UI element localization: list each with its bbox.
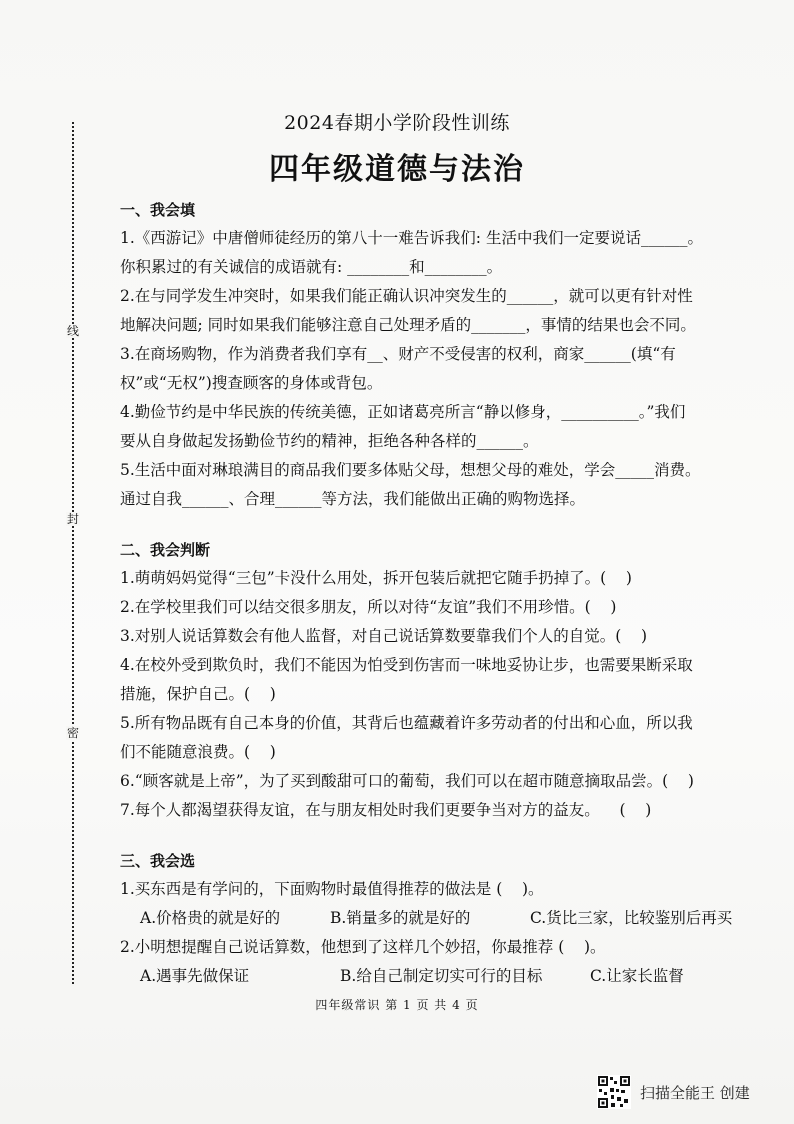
judge-line: 们不能随意浪费。( ) xyxy=(120,743,276,761)
binding-mark-secret: 密 xyxy=(66,726,79,740)
fill-line: 2.在与同学发生冲突时，如果我们能正确认识冲突发生的______，就可以更有针对性 xyxy=(120,287,693,305)
scanner-watermark: 扫描全能王 创建 xyxy=(640,1084,750,1102)
exam-subtitle: 2024春期小学阶段性训练 xyxy=(284,112,510,134)
choice-options-1 xyxy=(120,904,760,933)
option-b: B.销量多的就是好的 xyxy=(330,909,471,927)
judge-line: 2.在学校里我们可以结交很多朋友，所以对待“友谊”我们不用珍惜。( ) xyxy=(120,598,617,616)
fill-line: 通过自我______、合理______等方法，我们能做出正确的购物选择。 xyxy=(120,490,586,508)
fill-line: 要从自身做起发扬勤俭节约的精神，拒绝各种各样的______。 xyxy=(120,432,539,450)
binding-dotted-line xyxy=(72,122,74,984)
fill-line: 5.生活中面对琳琅满目的商品我们要多体贴父母，想想父母的难处，学会_____消费。 xyxy=(120,461,701,479)
choice-options-2 xyxy=(120,962,760,991)
fill-line: 1.《西游记》中唐僧师徒经历的第八十一难告诉我们: 生活中我们一定要说话______。 xyxy=(120,229,703,247)
qr-code-icon xyxy=(597,1075,631,1109)
section-fill-heading: 一、我会填 xyxy=(120,201,196,219)
option-b: B.给自己制定切实可行的目标 xyxy=(340,967,543,985)
judge-line: 1.萌萌妈妈觉得“三包”卡没什么用处，拆开包装后就把它随手扔掉了。( ) xyxy=(120,569,632,587)
section-spacer xyxy=(120,825,760,847)
section-judge-heading: 二、我会判断 xyxy=(120,541,211,559)
fill-line: 地解决问题; 同时如果我们能够注意自己处理矛盾的_______，事情的结果也会不同。 xyxy=(120,316,696,334)
judge-line: 措施，保护自己。( ) xyxy=(120,685,276,703)
binding-mark-seal: 封 xyxy=(66,512,79,526)
exam-content xyxy=(120,196,760,991)
exam-title: 四年级道德与法治 xyxy=(269,152,525,187)
fill-line: 权”或“无权”)搜查顾客的身体或背包。 xyxy=(120,374,383,392)
choice-question-2: 2.小明想提醒自己说话算数，他想到了这样几个妙招，你最推荐 ( )。 xyxy=(120,938,606,956)
fill-line: 4.勤俭节约是中华民族的传统美德，正如诸葛亮所言“静以修身，__________。”我们 xyxy=(120,403,686,421)
section-choice-heading: 三、我会选 xyxy=(120,852,196,870)
binding-mark-line: 线 xyxy=(66,324,79,338)
option-c: C.货比三家，比较鉴别后再买 xyxy=(530,909,733,927)
fill-line: 3.在商场购物，作为消费者我们享有__、财产不受侵害的权利，商家______(填“有 xyxy=(120,345,676,363)
judge-line: 4.在校外受到欺负时，我们不能因为怕受到伤害而一味地妥协让步，也需要果断采取 xyxy=(120,656,693,674)
option-c: C.让家长监督 xyxy=(590,967,684,985)
option-a: A.遇事先做保证 xyxy=(140,967,250,985)
fill-line: 你积累过的有关诚信的成语就有: ________和________。 xyxy=(120,258,503,276)
section-spacer xyxy=(120,514,760,536)
judge-line: 3.对别人说话算数会有他人监督，对自己说话算数要靠我们个人的自觉。( ) xyxy=(120,627,648,645)
judge-line: 6.“顾客就是上帝”，为了买到酸甜可口的葡萄，我们可以在超市随意摘取品尝。( ) xyxy=(120,772,694,790)
page-footer: 四年级常识 第 1 页 共 4 页 xyxy=(315,998,479,1012)
choice-question-1: 1.买东西是有学问的，下面购物时最值得推荐的做法是 ( )。 xyxy=(120,880,544,898)
judge-line: 7.每个人都渴望获得友谊，在与朋友相处时我们更要争当对方的益友。 ( ) xyxy=(120,801,652,819)
judge-line: 5.所有物品既有自己本身的价值，其背后也蕴藏着许多劳动者的付出和心血，所以我 xyxy=(120,714,693,732)
option-a: A.价格贵的就是好的 xyxy=(140,909,281,927)
